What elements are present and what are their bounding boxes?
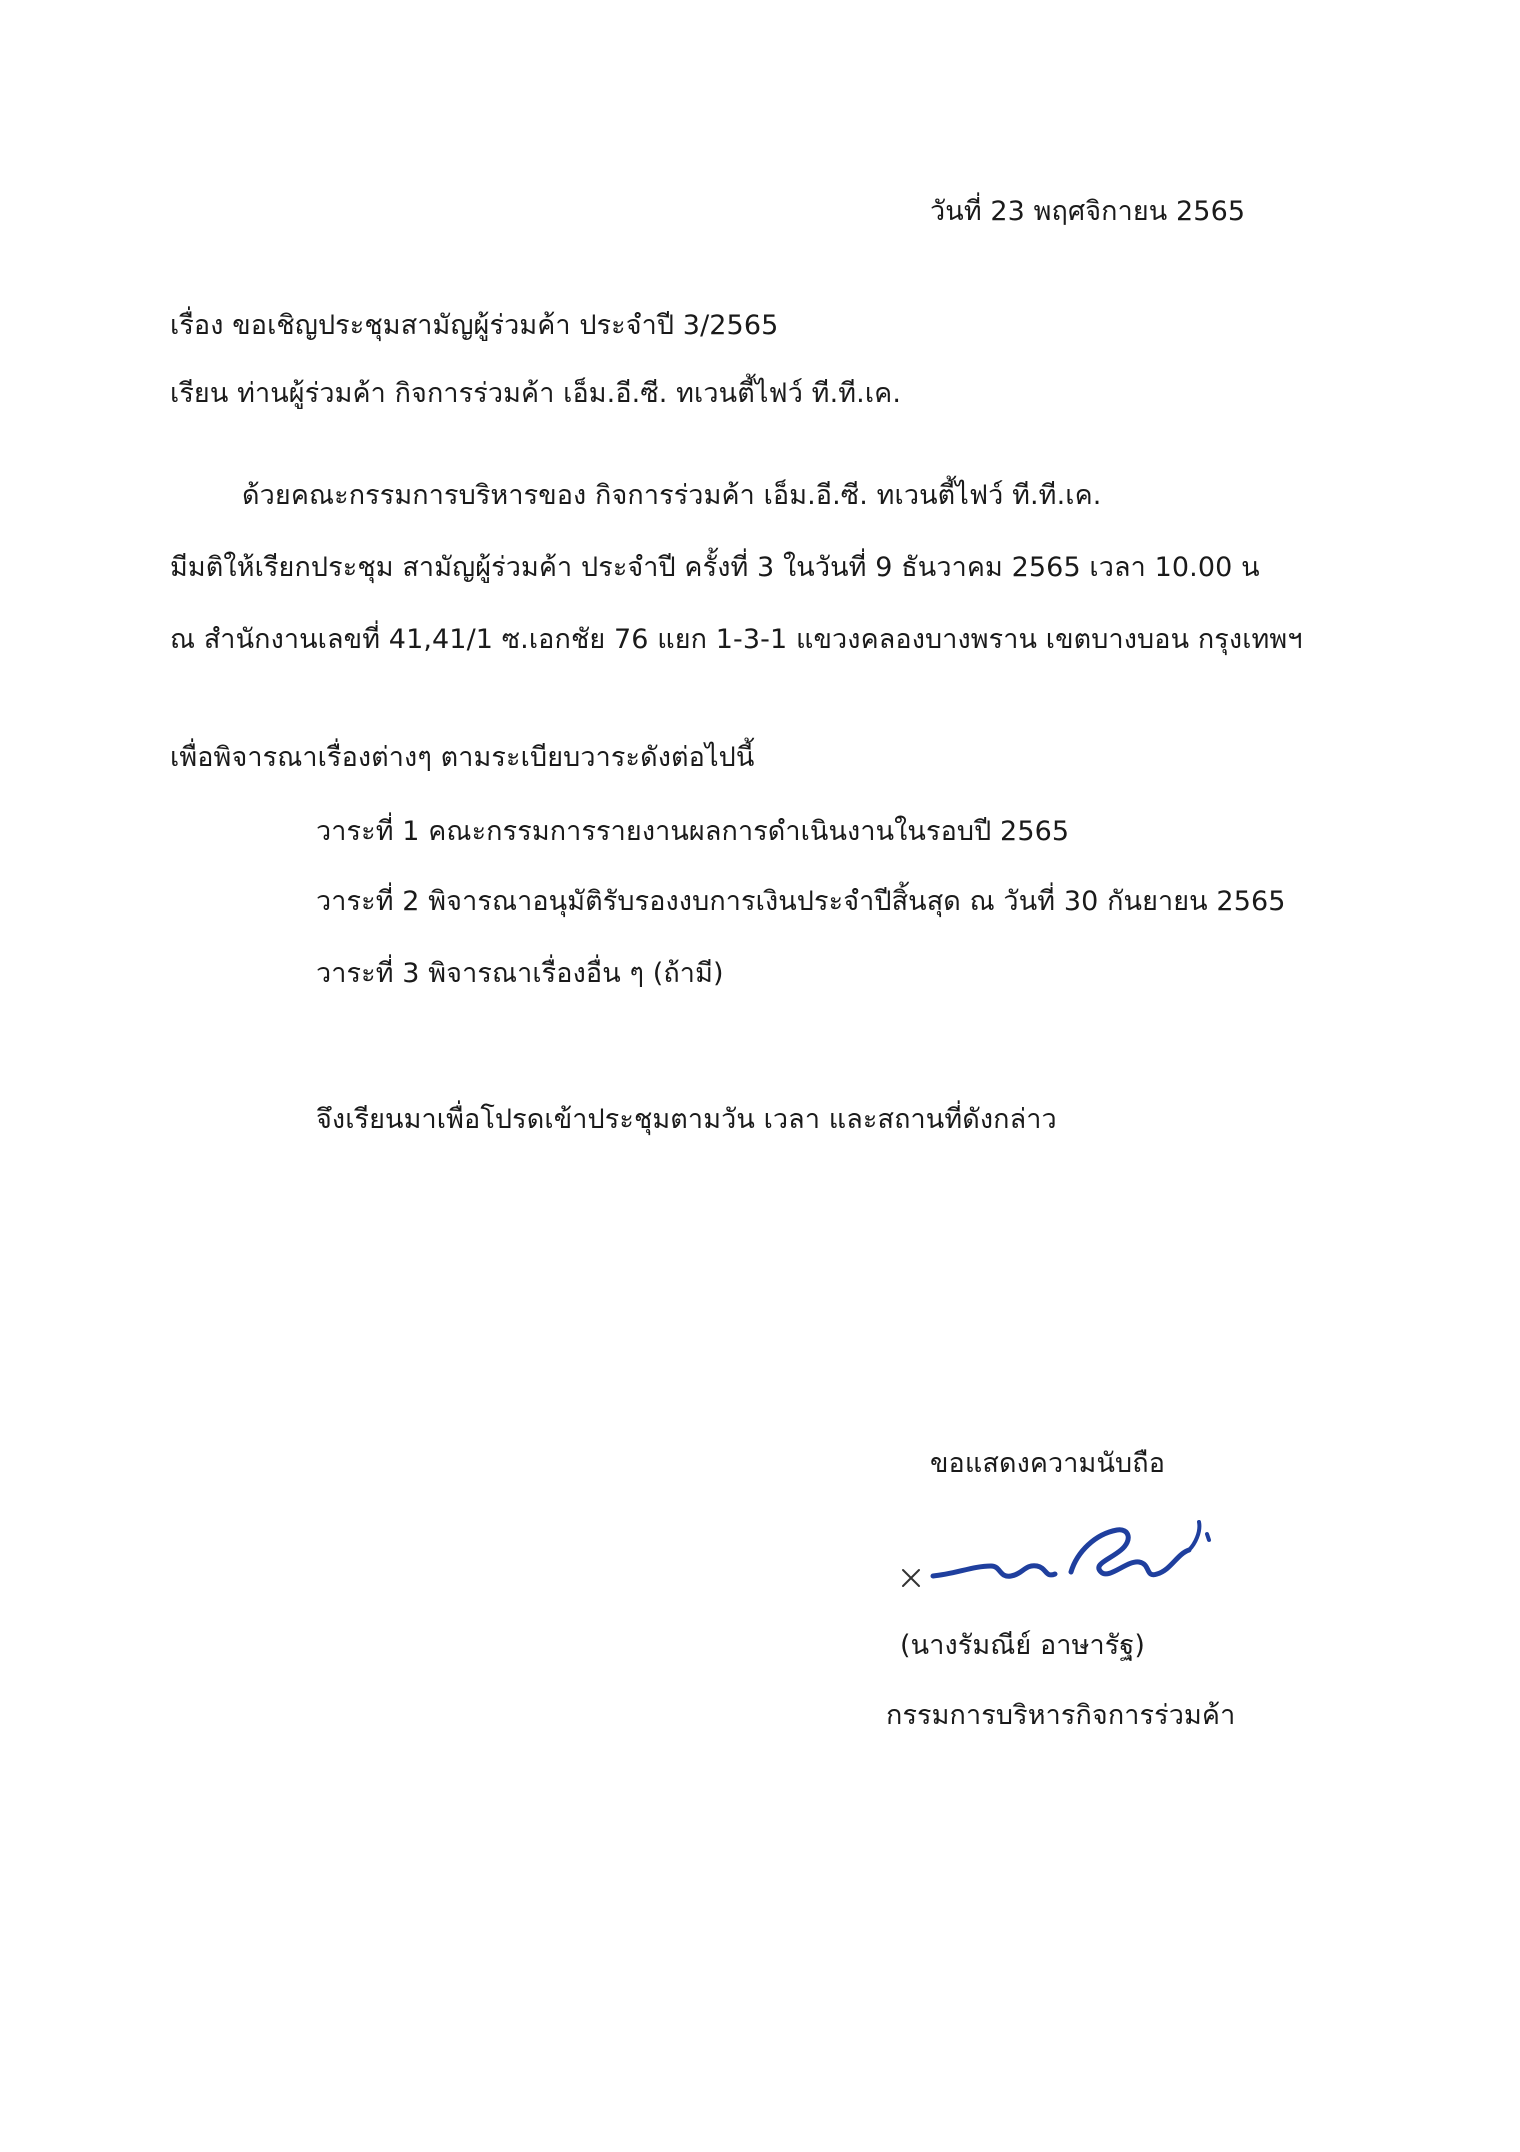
signature-x-mark	[903, 1570, 919, 1586]
complimentary-close: ขอแสดงความนับถือ	[930, 1448, 1166, 1479]
agenda-intro: เพื่อพิจารณาเรื่องต่างๆ ตามระเบียบวาระดังต่อไปนี้	[170, 742, 755, 773]
body-line-2: มีมติให้เรียกประชุม สามัญผู้ร่วมค้า ประจำปี ครั้งที่ 3 ในวันที่ 9 ธันวาคม 2565 เวลา 10.00 น	[170, 552, 1260, 583]
body-line-3: ณ สำนักงานเลขที่ 41,41/1 ซ.เอกชัย 76 แยก 1-3-1 แขวงคลองบางพราน เขตบางบอน กรุงเทพฯ	[170, 624, 1303, 655]
letter-subject: เรื่อง ขอเชิญประชุมสามัญผู้ร่วมค้า ประจำปี 3/2565	[170, 310, 779, 341]
agenda-item-3: วาระที่ 3 พิจารณาเรื่องอื่น ๆ (ถ้ามี)	[316, 958, 724, 989]
agenda-item-2: วาระที่ 2 พิจารณาอนุมัติรับรองงบการเงินประจำปีสิ้นสุด ณ วันที่ 30 กันยายน 2565	[316, 886, 1286, 917]
signer-name: (นางรัมณีย์ อาษารัฐ)	[900, 1630, 1145, 1661]
closing-sentence: จึงเรียนมาเพื่อโปรดเข้าประชุมตามวัน เวลา และสถานที่ดังกล่าว	[316, 1104, 1057, 1135]
agenda-item-1: วาระที่ 1 คณะกรรมการรายงานผลการดำเนินงานในรอบปี 2565	[316, 816, 1070, 847]
letter-recipient: เรียน ท่านผู้ร่วมค้า กิจการร่วมค้า เอ็ม.อี.ซี. ทเวนตี้ไฟว์ ที.ที.เค.	[170, 378, 902, 409]
signature-stroke-2	[1071, 1530, 1189, 1575]
signature-image	[895, 1500, 1235, 1610]
body-line-1: ด้วยคณะกรรมการบริหารของ กิจการร่วมค้า เอ็ม.อี.ซี. ทเวนตี้ไฟว์ ที.ที.เค.	[242, 480, 1102, 511]
signer-title: กรรมการบริหารกิจการร่วมค้า	[886, 1700, 1236, 1731]
signature-stroke-3	[1189, 1522, 1209, 1550]
letter-date: วันที่ 23 พฤศจิกายน 2565	[930, 196, 1246, 227]
signature-stroke-1	[933, 1566, 1055, 1576]
